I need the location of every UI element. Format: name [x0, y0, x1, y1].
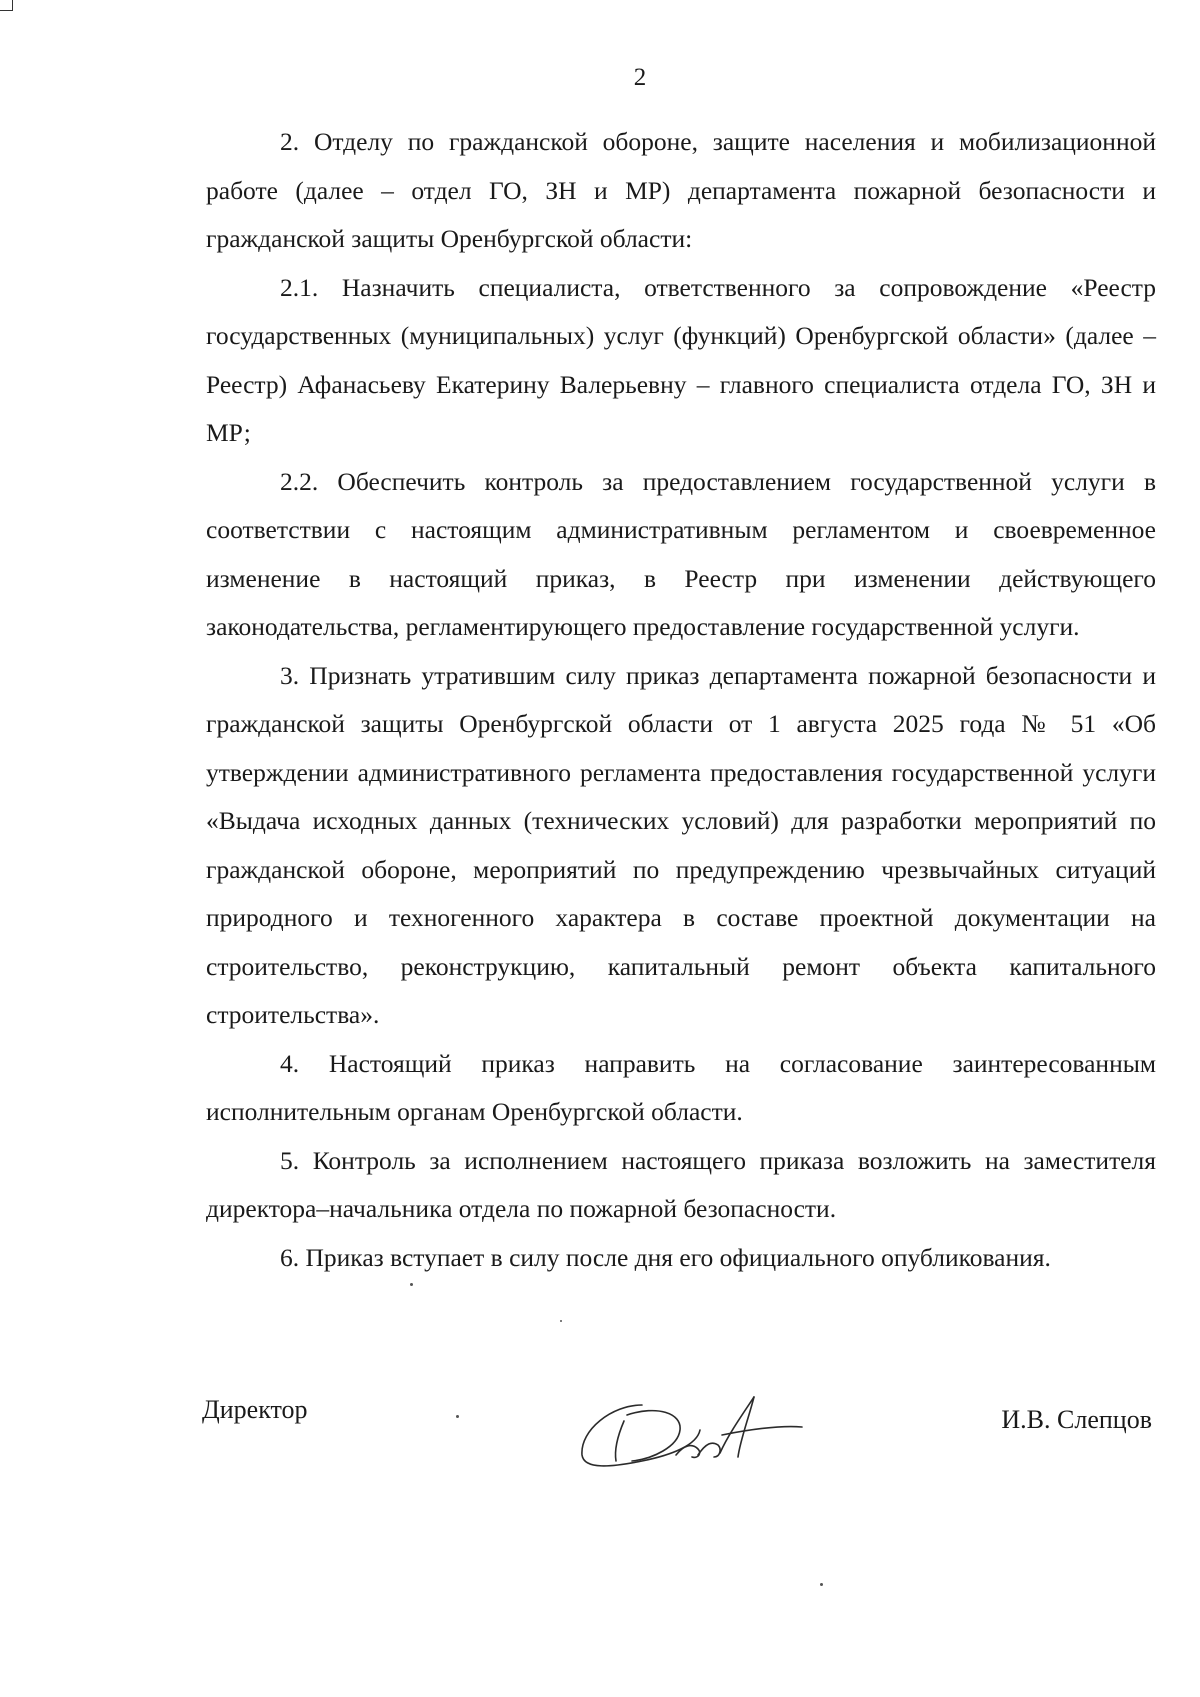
document-body: [206, 118, 1156, 1282]
paragraph-2-2: 2.2. Обеспечить контроль за предоставлением государственной услуги в соответствии с настоящим административным регламентом и своевременное изменение в настоящий приказ, в Реестр при изменении действующего законодательства, регламентирующего предоставление государственной услуги.: [206, 466, 1156, 641]
scan-speck: [410, 1283, 413, 1286]
scan-speck: [456, 1415, 459, 1418]
scan-speck: [820, 1583, 823, 1586]
paragraph-2: 2. Отделу по гражданской обороне, защите населения и мобилизационной работе (далее – отдел ГО, ЗН и МР) департамента пожарной безопасности и гражданской защиты Оренбургской области:: [206, 127, 1156, 253]
signatory-name: И.В. Слепцов: [1001, 1405, 1152, 1434]
paragraph-6: 6. Приказ вступает в силу после дня его официального опубликования.: [280, 1242, 1051, 1272]
signatory-title: Директор: [202, 1395, 308, 1424]
paragraph-2-1: 2.1. Назначить специалиста, ответственного за сопровождение «Реестр государственных (муниципальных) услуг (функций) Оренбургской области» (далее – Реестр) Афанасьеву Екатерину Валерьевну – главного специалиста отдела ГО, ЗН и МР;: [206, 272, 1156, 447]
scan-speck: [560, 1320, 562, 1322]
scan-corner-mark: [0, 0, 13, 11]
signature-block: [202, 1383, 1152, 1463]
handwritten-signature-icon: [572, 1375, 842, 1475]
page-number: 2: [633, 64, 647, 91]
paragraph-4: 4. Настоящий приказ направить на согласование заинтересованным исполнительным органам Оренбургской области.: [206, 1048, 1156, 1126]
paragraph-5: 5. Контроль за исполнением настоящего приказа возложить на заместителя директора–начальника отдела по пожарной безопасности.: [206, 1145, 1156, 1223]
paragraph-3: 3. Признать утратившим силу приказ департамента пожарной безопасности и гражданской защиты Оренбургской области от 1 августа 2025 года № 51 «Об утверждении административного регламента предоставления государственной услуги «Выдача исходных данных (технических условий) для разработки мероприятий по гражданской обороне, мероприятий по предупреждению чрезвычайных ситуаций природного и техногенного характера в составе проектной документации на строительство, реконструкцию, капитальный ремонт объекта капитального строительства».: [206, 660, 1156, 1029]
